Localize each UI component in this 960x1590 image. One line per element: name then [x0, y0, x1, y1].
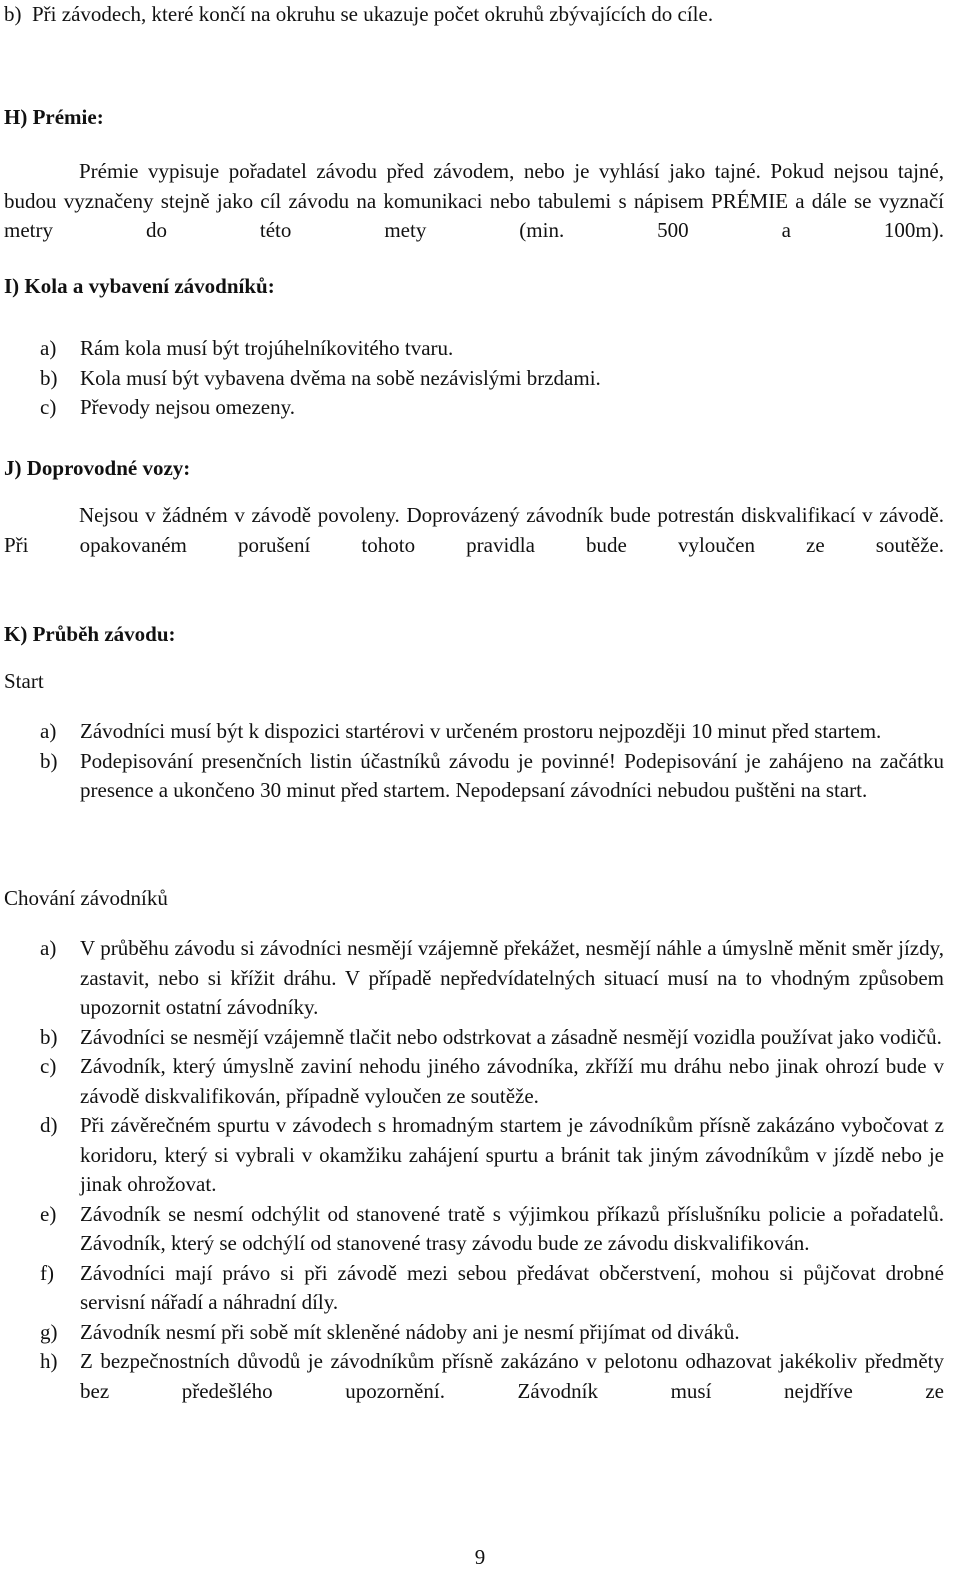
list-item	[4, 747, 944, 806]
behavior-label: Chování závodníků	[4, 886, 168, 910]
behavior-list	[4, 934, 944, 1406]
list-marker: b)	[40, 748, 58, 773]
list-marker: c)	[40, 395, 57, 419]
section-j-heading: J) Doprovodné vozy:	[4, 456, 191, 480]
list-item	[4, 334, 944, 364]
list-item	[4, 1023, 944, 1053]
list-item	[4, 1111, 944, 1200]
list-marker: b)	[40, 1024, 58, 1049]
list-item	[4, 1347, 944, 1406]
list-marker: e)	[40, 1201, 57, 1226]
list-item	[4, 1259, 944, 1318]
list-text: V průběhu závodu si závodníci nesmějí vzájemně překážet, nesmějí náhle a úmyslně měnit směr jízdy, zastavit, nebo si křížit dráhu. V případě nepředvídatelných situací musí na to vhodným způsobem upozornit ostatní závodníky.	[80, 936, 944, 1019]
list-text: Závodník, který úmyslně zaviní nehodu jiného závodníka, zkříží mu dráhu nebo jinak ohrozí bude v závodě diskvalifikován, případně vyloučen ze soutěže.	[80, 1054, 944, 1108]
list-marker: a)	[40, 936, 57, 960]
list-text: Rám kola musí být trojúhelníkovitého tvaru.	[80, 336, 454, 360]
list-item	[4, 1052, 944, 1111]
list-text: Závodníci mají právo si při závodě mezi sebou předávat občerstvení, mohou si půjčovat drobné servisní nářadí a náhradní díly.	[80, 1260, 944, 1314]
section-h-heading: H) Prémie:	[4, 105, 104, 129]
page-number: 9	[474, 1545, 486, 1569]
list-marker: a)	[40, 719, 57, 743]
list-marker: a)	[40, 336, 57, 360]
list-marker: b)	[40, 365, 58, 390]
section-i-list	[4, 334, 944, 423]
list-text: Závodník nesmí při sobě mít skleněné nádoby ani je nesmí přijímat od diváků.	[80, 1319, 740, 1344]
list-text: Z bezpečnostních důvodů je závodníkům přísně zakázáno v pelotonu odhazovat jakékoliv předměty bez předešlého upozornění. Závodník musí nejdříve ze	[80, 1349, 944, 1403]
top-line: b) Při závodech, které končí na okruhu se ukazuje počet okruhů zbývajících do cíle.	[4, 2, 714, 26]
list-marker: g)	[40, 1319, 58, 1344]
list-item	[4, 364, 944, 394]
list-item	[4, 393, 944, 423]
start-label: Start	[4, 669, 44, 693]
section-i-heading: I) Kola a vybavení závodníků:	[4, 274, 275, 298]
list-marker: c)	[40, 1054, 57, 1078]
list-marker: f)	[40, 1260, 54, 1285]
list-text: Závodník se nesmí odchýlit od stanovené tratě s výjimkou příkazů příslušníku policie a pořadatelů. Závodník, který se odchýlí od stanovené trasy závodu bude ze závodu diskvalifikován.	[80, 1201, 944, 1255]
list-text: Podepisování presenčních listin účastníků závodu je povinné! Podepisování je zahájeno na začátku presence a ukončeno 30 minut před startem. Nepodepsaní závodníci nebudou puštěni na start.	[80, 748, 944, 802]
section-h-text: Prémie vypisuje pořadatel závodu před závodem, nebo je vyhlásí jako tajné. Pokud nejsou tajné, budou vyznačeny stejně jako cíl závodu na komunikaci nebo tabulemi s nápisem PRÉMIE a dále se vyznačí metry do této mety (min. 500 a 100m).	[4, 159, 944, 242]
list-text: Závodníci musí být k dispozici startérovi v určeném prostoru nejpozději 10 minut před startem.	[80, 719, 882, 743]
list-item	[4, 934, 944, 1023]
list-text: Závodníci se nesmějí vzájemně tlačit nebo odstrkovat a zásadně nesmějí vozidla používat jako vodičů.	[80, 1024, 942, 1049]
list-text: Při závěrečném spurtu v závodech s hromadným startem je závodníkům přísně zakázáno vybočovat z koridoru, který si vybrali v okamžiku zahájení spurtu a bránit tak jiným závodníkům v jízdě nebo je jinak ohrožovat.	[80, 1113, 944, 1196]
start-list	[4, 717, 944, 806]
list-item	[4, 1200, 944, 1259]
section-k-heading: K) Průběh závodu:	[4, 622, 176, 646]
list-item	[4, 717, 944, 747]
list-text: Kola musí být vybavena dvěma na sobě nezávislými brzdami.	[80, 365, 601, 390]
list-text: Převody nejsou omezeny.	[80, 395, 296, 419]
section-j-text: Nejsou v žádném v závodě povoleny. Doprovázený závodník bude potrestán diskvalifikací v závodě. Při opakovaném porušení tohoto pravidla bude vyloučen ze soutěže.	[4, 503, 944, 557]
list-item	[4, 1318, 944, 1348]
list-marker: h)	[40, 1349, 58, 1373]
list-marker: d)	[40, 1113, 58, 1137]
